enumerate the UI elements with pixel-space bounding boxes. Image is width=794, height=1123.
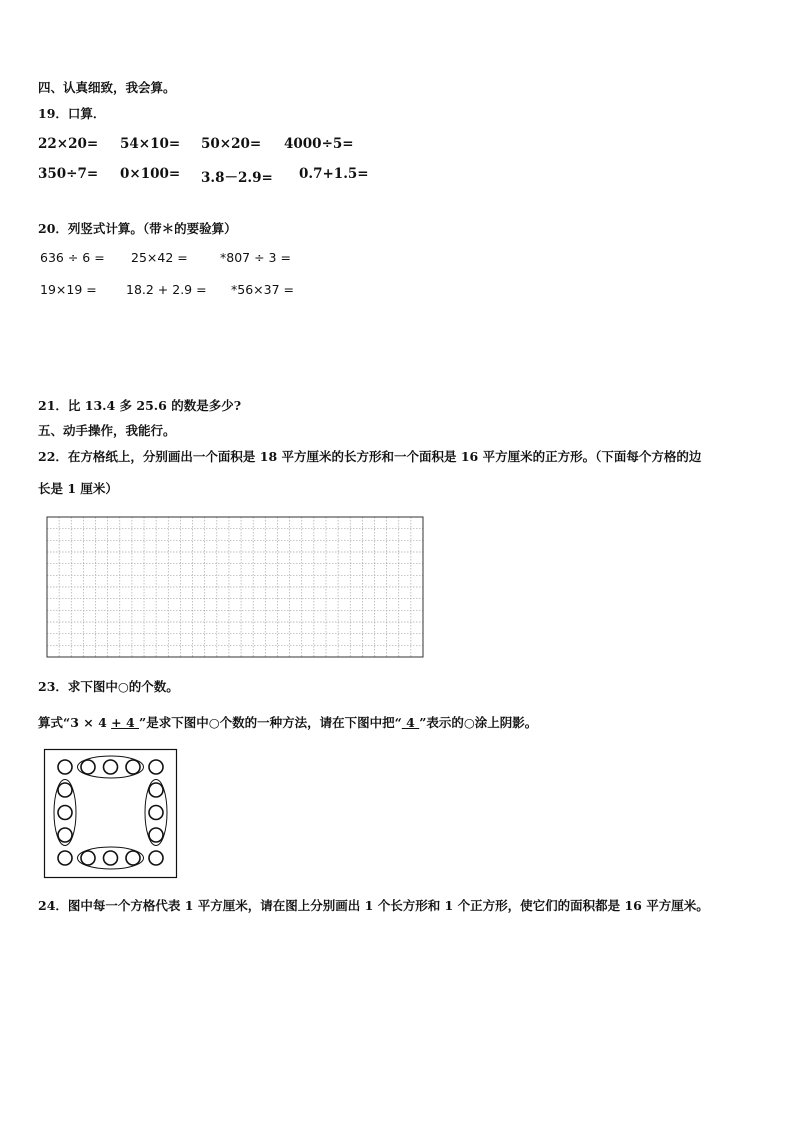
circle[interactable] xyxy=(126,760,140,774)
q19-item: 50×20= xyxy=(201,136,262,152)
q19-label: 19．口算． xyxy=(38,106,106,121)
q21-text: 21．比 13.4 多 25.6 的数是多少? xyxy=(38,398,242,413)
circle[interactable] xyxy=(149,760,163,774)
circle[interactable] xyxy=(104,760,118,774)
q20-item: *807 ÷ 3 = xyxy=(220,250,291,265)
q19-item: 3.8－2.9= xyxy=(201,170,273,186)
circle[interactable] xyxy=(81,851,95,865)
q19-item: 350÷7= xyxy=(38,166,99,182)
circle[interactable] xyxy=(58,828,72,842)
circle[interactable] xyxy=(58,851,72,865)
q22-text-line1: 22．在方格纸上，分别画出一个面积是 18 平方厘米的长方形和一个面积是 16 平方厘米的正方形。（下面每个方格的边 xyxy=(38,449,702,464)
q20-item: 25×42 = xyxy=(131,250,188,265)
circle[interactable] xyxy=(58,760,72,774)
q20-item: *56×37 = xyxy=(231,282,294,297)
q19-item: 22×20= xyxy=(38,136,99,152)
q22-text-line2: 长是 1 厘米） xyxy=(38,481,118,496)
section-4-title: 四、认真细致，我会算。 xyxy=(38,80,176,95)
section-5-title: 五、动手操作，我能行。 xyxy=(38,423,176,438)
q19-item: 4000÷5= xyxy=(284,136,354,152)
q20-label: 20．列竖式计算。（带＊的要验算） xyxy=(38,221,237,236)
circle[interactable] xyxy=(149,783,163,797)
circle[interactable] xyxy=(58,783,72,797)
circle[interactable] xyxy=(149,828,163,842)
circle[interactable] xyxy=(81,760,95,774)
circle[interactable] xyxy=(149,851,163,865)
circle-figure[interactable] xyxy=(44,749,177,878)
q20-item: 636 ÷ 6 = xyxy=(40,250,105,265)
grid-border xyxy=(47,517,423,657)
circle[interactable] xyxy=(104,851,118,865)
circle[interactable] xyxy=(126,851,140,865)
q24-text: 24．图中每一个方格代表 1 平方厘米，请在图上分别画出 1 个长方形和 1 个正方形，使它们的面积都是 16 平方厘米。 xyxy=(38,898,709,913)
circle[interactable] xyxy=(149,806,163,820)
q23-text-line2: 算式“3 × 4 + 4 ”是求下图中○个数的一种方法，请在下图中把“ 4 ”表示的○涂上阴影。 xyxy=(38,715,538,730)
q20-item: 18.2 + 2.9 = xyxy=(126,282,207,297)
q19-item: 54×10= xyxy=(120,136,181,152)
square-grid[interactable] xyxy=(46,516,424,658)
q20-item: 19×19 = xyxy=(40,282,97,297)
q23-text-line1: 23．求下图中○的个数。 xyxy=(38,679,179,694)
circle[interactable] xyxy=(58,806,72,820)
q19-item: 0.7+1.5= xyxy=(299,166,369,182)
q19-item: 0×100= xyxy=(120,166,181,182)
